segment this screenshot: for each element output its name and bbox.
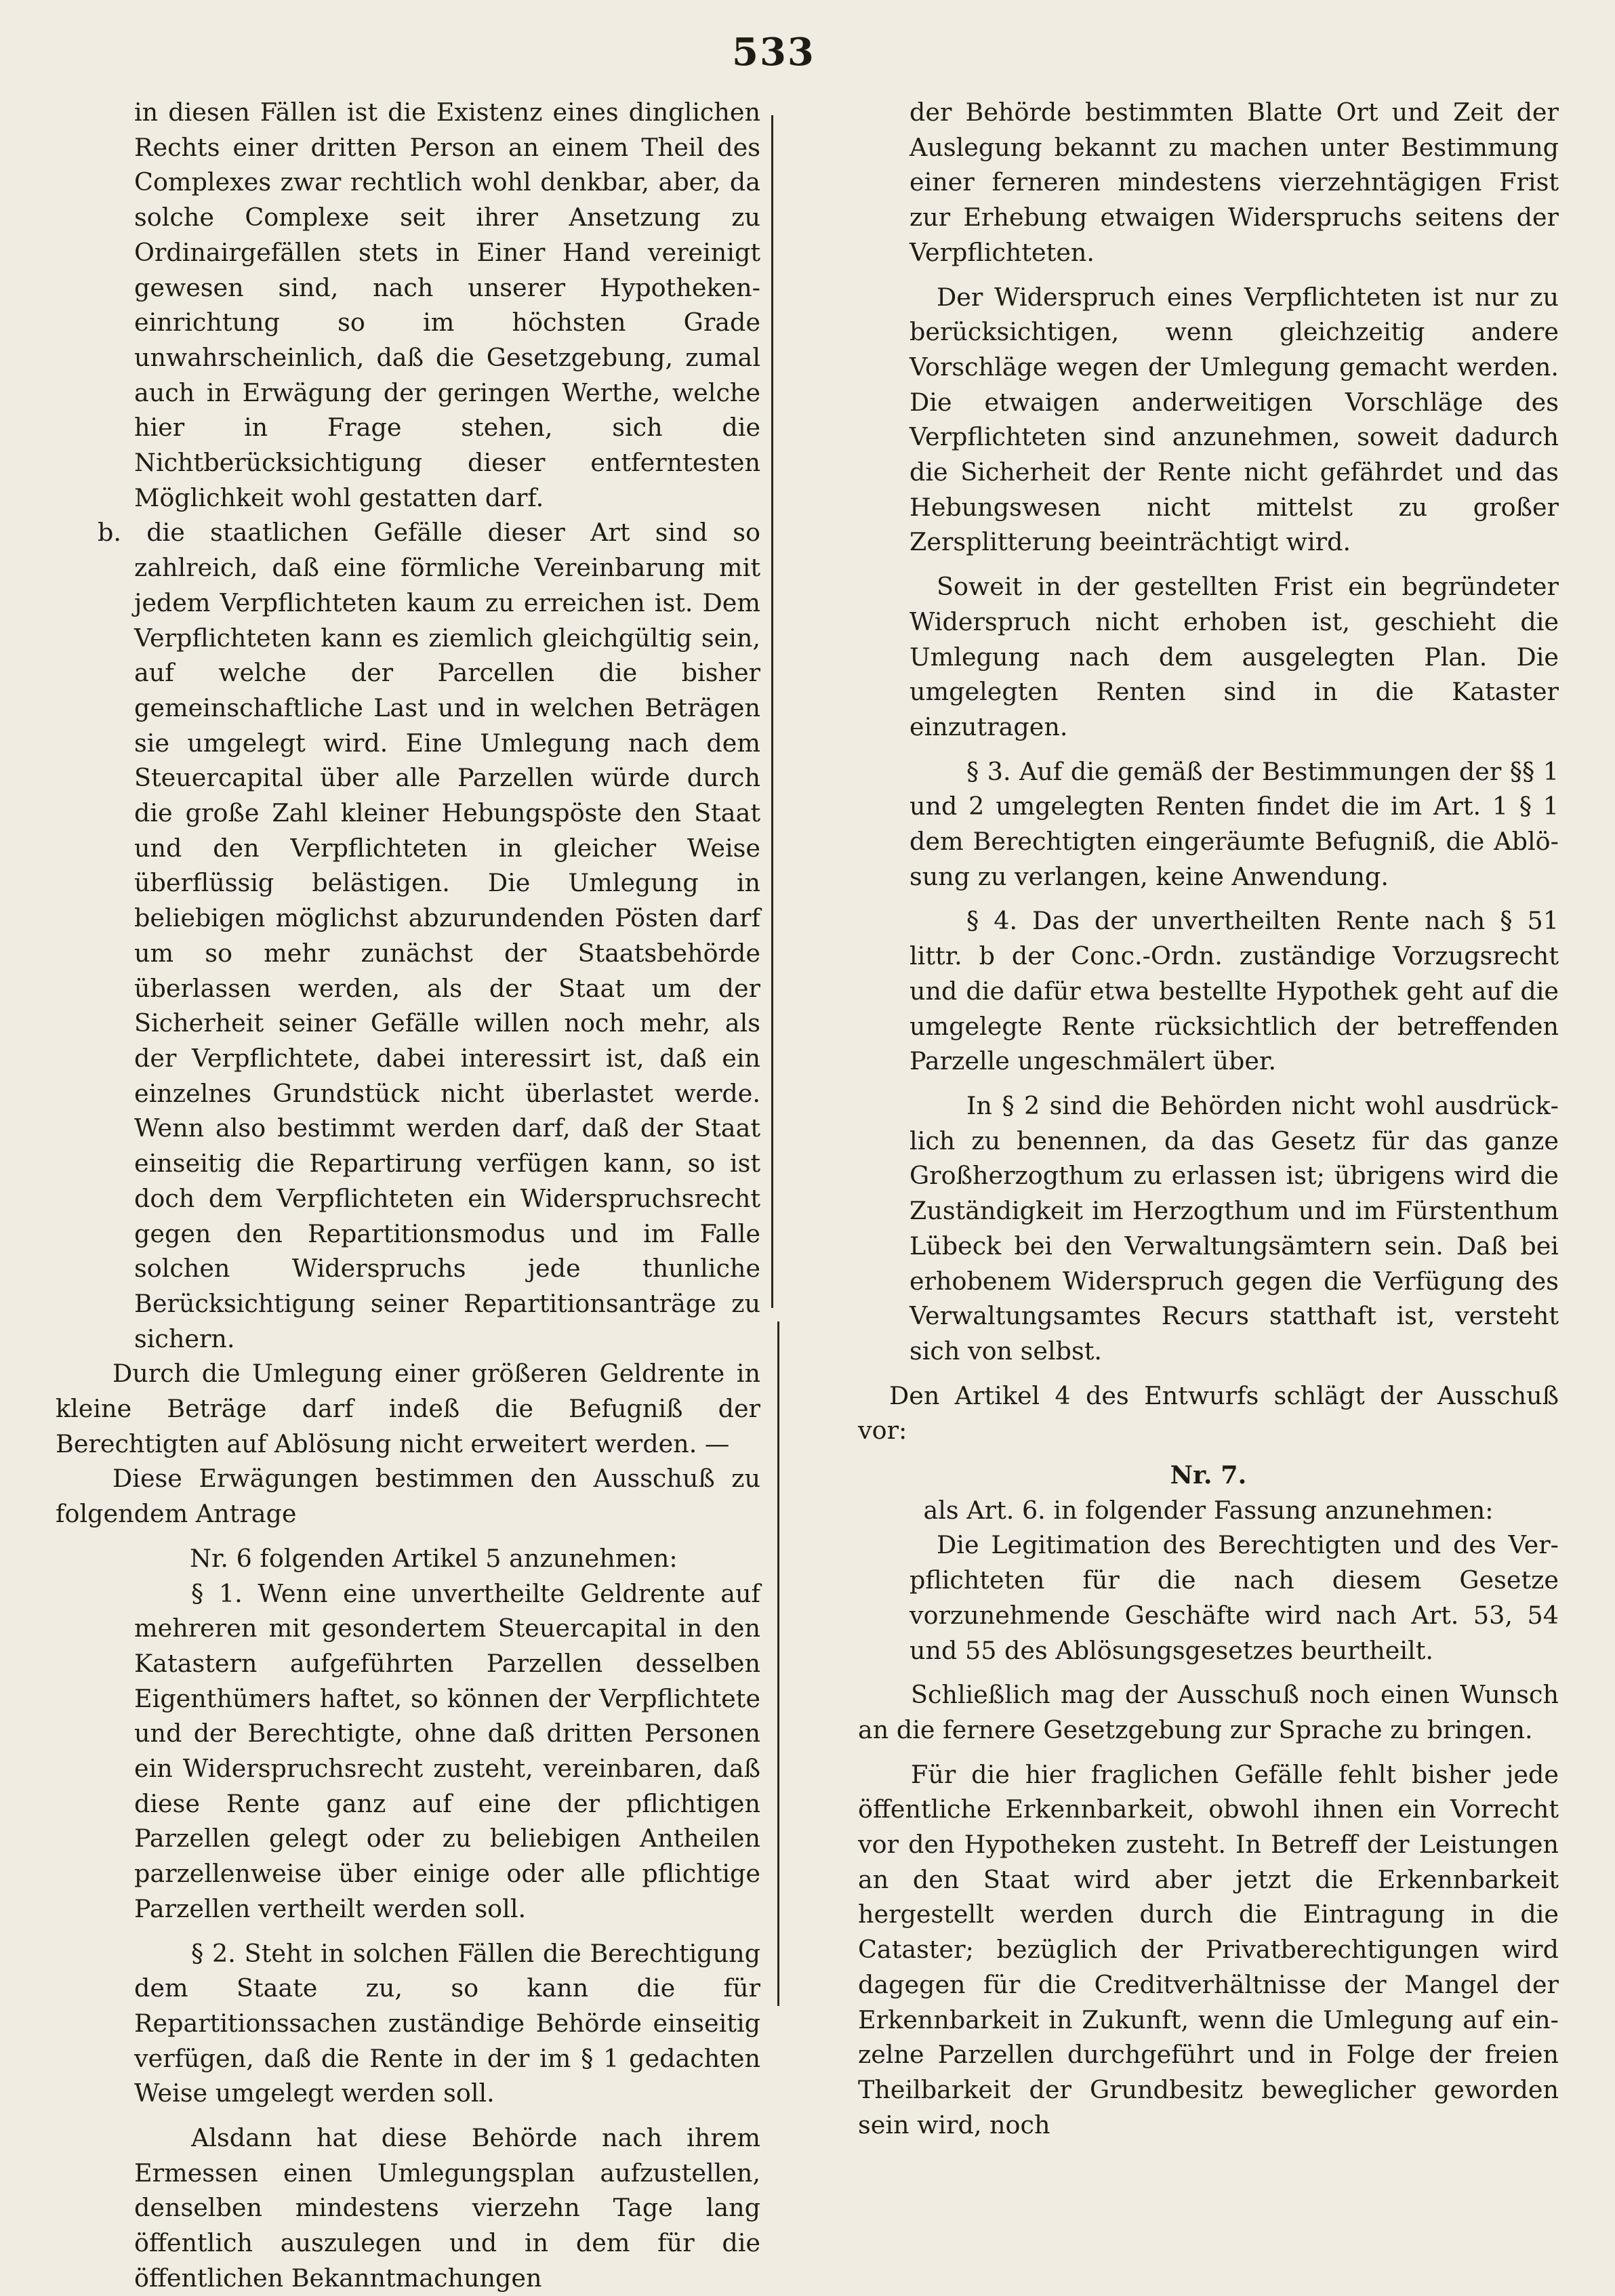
paragraph: Durch die Umlegung einer größeren Geldrente in kleine Beträge darf indeß die Befugniß der Berechtigten auf Ablösung nicht erweitert werden. — (56, 1359, 760, 1458)
paragraph: Die Legitimation des Berechtigten und des Verpflichteten für die nach diesem Gesetze vorzunehmende Geschäfte wird nach Art. 53, 54 und 55 des Ablösungsgesetzes beurtheilt. (909, 1530, 1559, 1665)
left-column (56, 95, 760, 2296)
paragraph: § 2. Steht in solchen Fällen die Berechtigung dem Staate zu, so kann die für Repartitionssachen zuständige Behörde einseitig verfügen, daß die Rente in der im § 1 gedachten Weise umgelegt werden soll. (134, 1938, 760, 2108)
paragraph: Diese Erwägungen bestimmen den Ausschuß zu folgendem Antrage (56, 1464, 760, 1529)
paragraph: Der Widerspruch eines Verpflichteten ist nur zu berücksichtigen, wenn gleichzeitig andere Vorschläge wegen der Umlegung gemacht werden. Die etwaigen anderweitigen Vorschläge des Verpflichteten sind anzunehmen, soweit dadurch die Sicherheit der Rente nicht gefährdet und das Hebungswesen nicht mittelst zu großer Zersplitterung beeinträchtigt wird. (909, 282, 1559, 557)
paragraph: Nr. 6 folgenden Artikel 5 anzunehmen: (190, 1543, 678, 1573)
right-column (858, 95, 1559, 2142)
column-divider (771, 115, 773, 1308)
paragraph: Für die hier fraglichen Gefälle fehlt bisher jede öffentliche Erkennbarkeit, obwohl ihnen ein Vorrecht vor den Hypotheken zusteht. In Betreff der Leistungen an den Staat wird aber jetzt die Erkennbarkeit hergestellt werden durch die Eintragung in die Cataster; bezüglich der Privatberechtigungen wird dagegen für die Creditverhältnisse der Mangel der Erkennbarkeit in Zukunft, wenn die Umlegung auf einzelne Parzellen durchgeführt und in Folge der freien Theilbarkeit der Grundbesitz beweglicher geworden sein wird, noch (858, 1759, 1559, 2139)
paragraph: in diesen Fällen ist die Existenz eines dinglichen Rechts einer dritten Person an einem Theil des Complexes zwar rechtlich wohl denkbar, aber, da solche Complexe seit ihrer Ansetzung zu Ordinairgefällen stets in Einer Hand vereinigt gewesen sind, nach unserer Hypothekeneinrichtung so im höchsten Grade unwahrscheinlich, daß die Gesetzgebung, zumal auch in Erwägung der geringen Werthe, welche hier in Frage stehen, sich die Nichtberücksichtigung dieser entferntesten Möglichkeit wohl gestatten darf. (134, 98, 760, 512)
paragraph: § 3. Auf die gemäß der Bestimmungen der §§ 1 und 2 umgelegten Renten findet die im Art. 1 § 1 dem Berechtigten eingeräumte Befugniß, die Ablösung zu verlangen, keine Anwendung. (909, 756, 1559, 891)
paragraph: Den Artikel 4 des Entwurfs schlägt der Ausschuß vor: (858, 1380, 1559, 1446)
paragraph: § 4. Das der unvertheilten Rente nach § 51 littr. b der Conc.-Ordn. zuständige Vorzugsrecht und die dafür etwa bestellte Hypothek geht auf die umgelegte Rente rücksichtlich der betreffenden Parzelle ungeschmälert über. (909, 906, 1559, 1076)
paragraph: als Art. 6. in folgender Fassung anzunehmen: (923, 1495, 1494, 1525)
paragraph: § 1. Wenn eine unvertheilte Geldrente auf mehreren mit gesondertem Steuercapital in den Katastern aufgeführten Parzellen desselben Eigenthümers haftet, so können der Verpflichtete und der Berechtigte, ohne daß dritten Personen ein Widerspruchsrecht zusteht, vereinbaren, daß diese Rente ganz auf eine der pflichtigen Parzellen gelegt oder zu beliebigen Antheilen parzellenweise über einige oder alle pflichtige Parzellen vertheilt werden soll. (134, 1578, 760, 1923)
paragraph: In § 2 sind die Behörden nicht wohl ausdrücklich zu benennen, da das Gesetz für das ganze Großherzogthum zu erlassen ist; übrigens wird die Zuständigkeit im Herzogthum und im Fürstenthum Lübeck bei den Verwaltungsämtern sein. Daß bei erhobenem Widerspruch gegen die Verfügung des Verwaltungsamtes Recurs statthaft ist, versteht sich von selbst. (909, 1090, 1559, 1366)
paragraph: b. die staatlichen Gefälle dieser Art sind so zahlreich, daß eine förmliche Vereinbarung mit jedem Verpflichteten kaum zu erreichen ist. Dem Verpflichteten kann es ziemlich gleichgültig sein, auf welche der Parcellen die bisher gemeinschaftliche Last und in welchen Beträgen sie umgelegt wird. Eine Umlegung nach dem Steuercapital über alle Parzellen würde durch die große Zahl kleiner Hebungspöste den Staat und den Verpflichteten in gleicher Weise überflüssig belästigen. Die Umlegung in beliebigen möglichst abzurundenden Pösten darf um so mehr zunächst der Staatsbehörde überlassen werden, als der Staat um der Sicherheit seiner Gefälle willen noch mehr, als der Verpflichtete, dabei interessirt ist, daß ein einzelnes Grundstück nicht überlastet werde. Wenn also bestimmt werden darf, daß der Staat einseitig die Repartirung verfügen kann, so ist doch dem Verpflichteten ein Widerspruchsrecht gegen den Repartitionsmodus und im Falle solchen Widerspruchs jede thunliche Berücksichtigung seiner Repartitionsanträge zu sichern. (98, 518, 760, 1353)
paragraph: Soweit in der gestellten Frist ein begründeter Widerspruch nicht erhoben ist, geschieht die Umlegung nach dem ausgelegten Plan. Die umgelegten Renten sind in die Kataster einzutragen. (909, 572, 1559, 741)
column-divider-lower (777, 1321, 779, 2006)
section-heading: Nr. 7. (1170, 1460, 1247, 1490)
page-number: 533 (732, 30, 815, 75)
paragraph: der Behörde bestimmten Blatte Ort und Zeit der Auslegung bekannt zu machen unter Bestimmung einer ferneren mindestens vierzehntägigen Frist zur Erhebung etwaigen Widerspruchs seitens der Verpflichteten. (909, 98, 1559, 267)
paragraph: Schließlich mag der Ausschuß noch einen Wunsch an die fernere Gesetzgebung zur Sprache zu bringen. (858, 1680, 1559, 1744)
paragraph: Alsdann hat diese Behörde nach ihrem Ermessen einen Umlegungsplan aufzustellen, denselben mindestens vierzehn Tage lang öffentlich auszulegen und in dem für die öffentlichen Bekanntmachungen (134, 2123, 760, 2293)
